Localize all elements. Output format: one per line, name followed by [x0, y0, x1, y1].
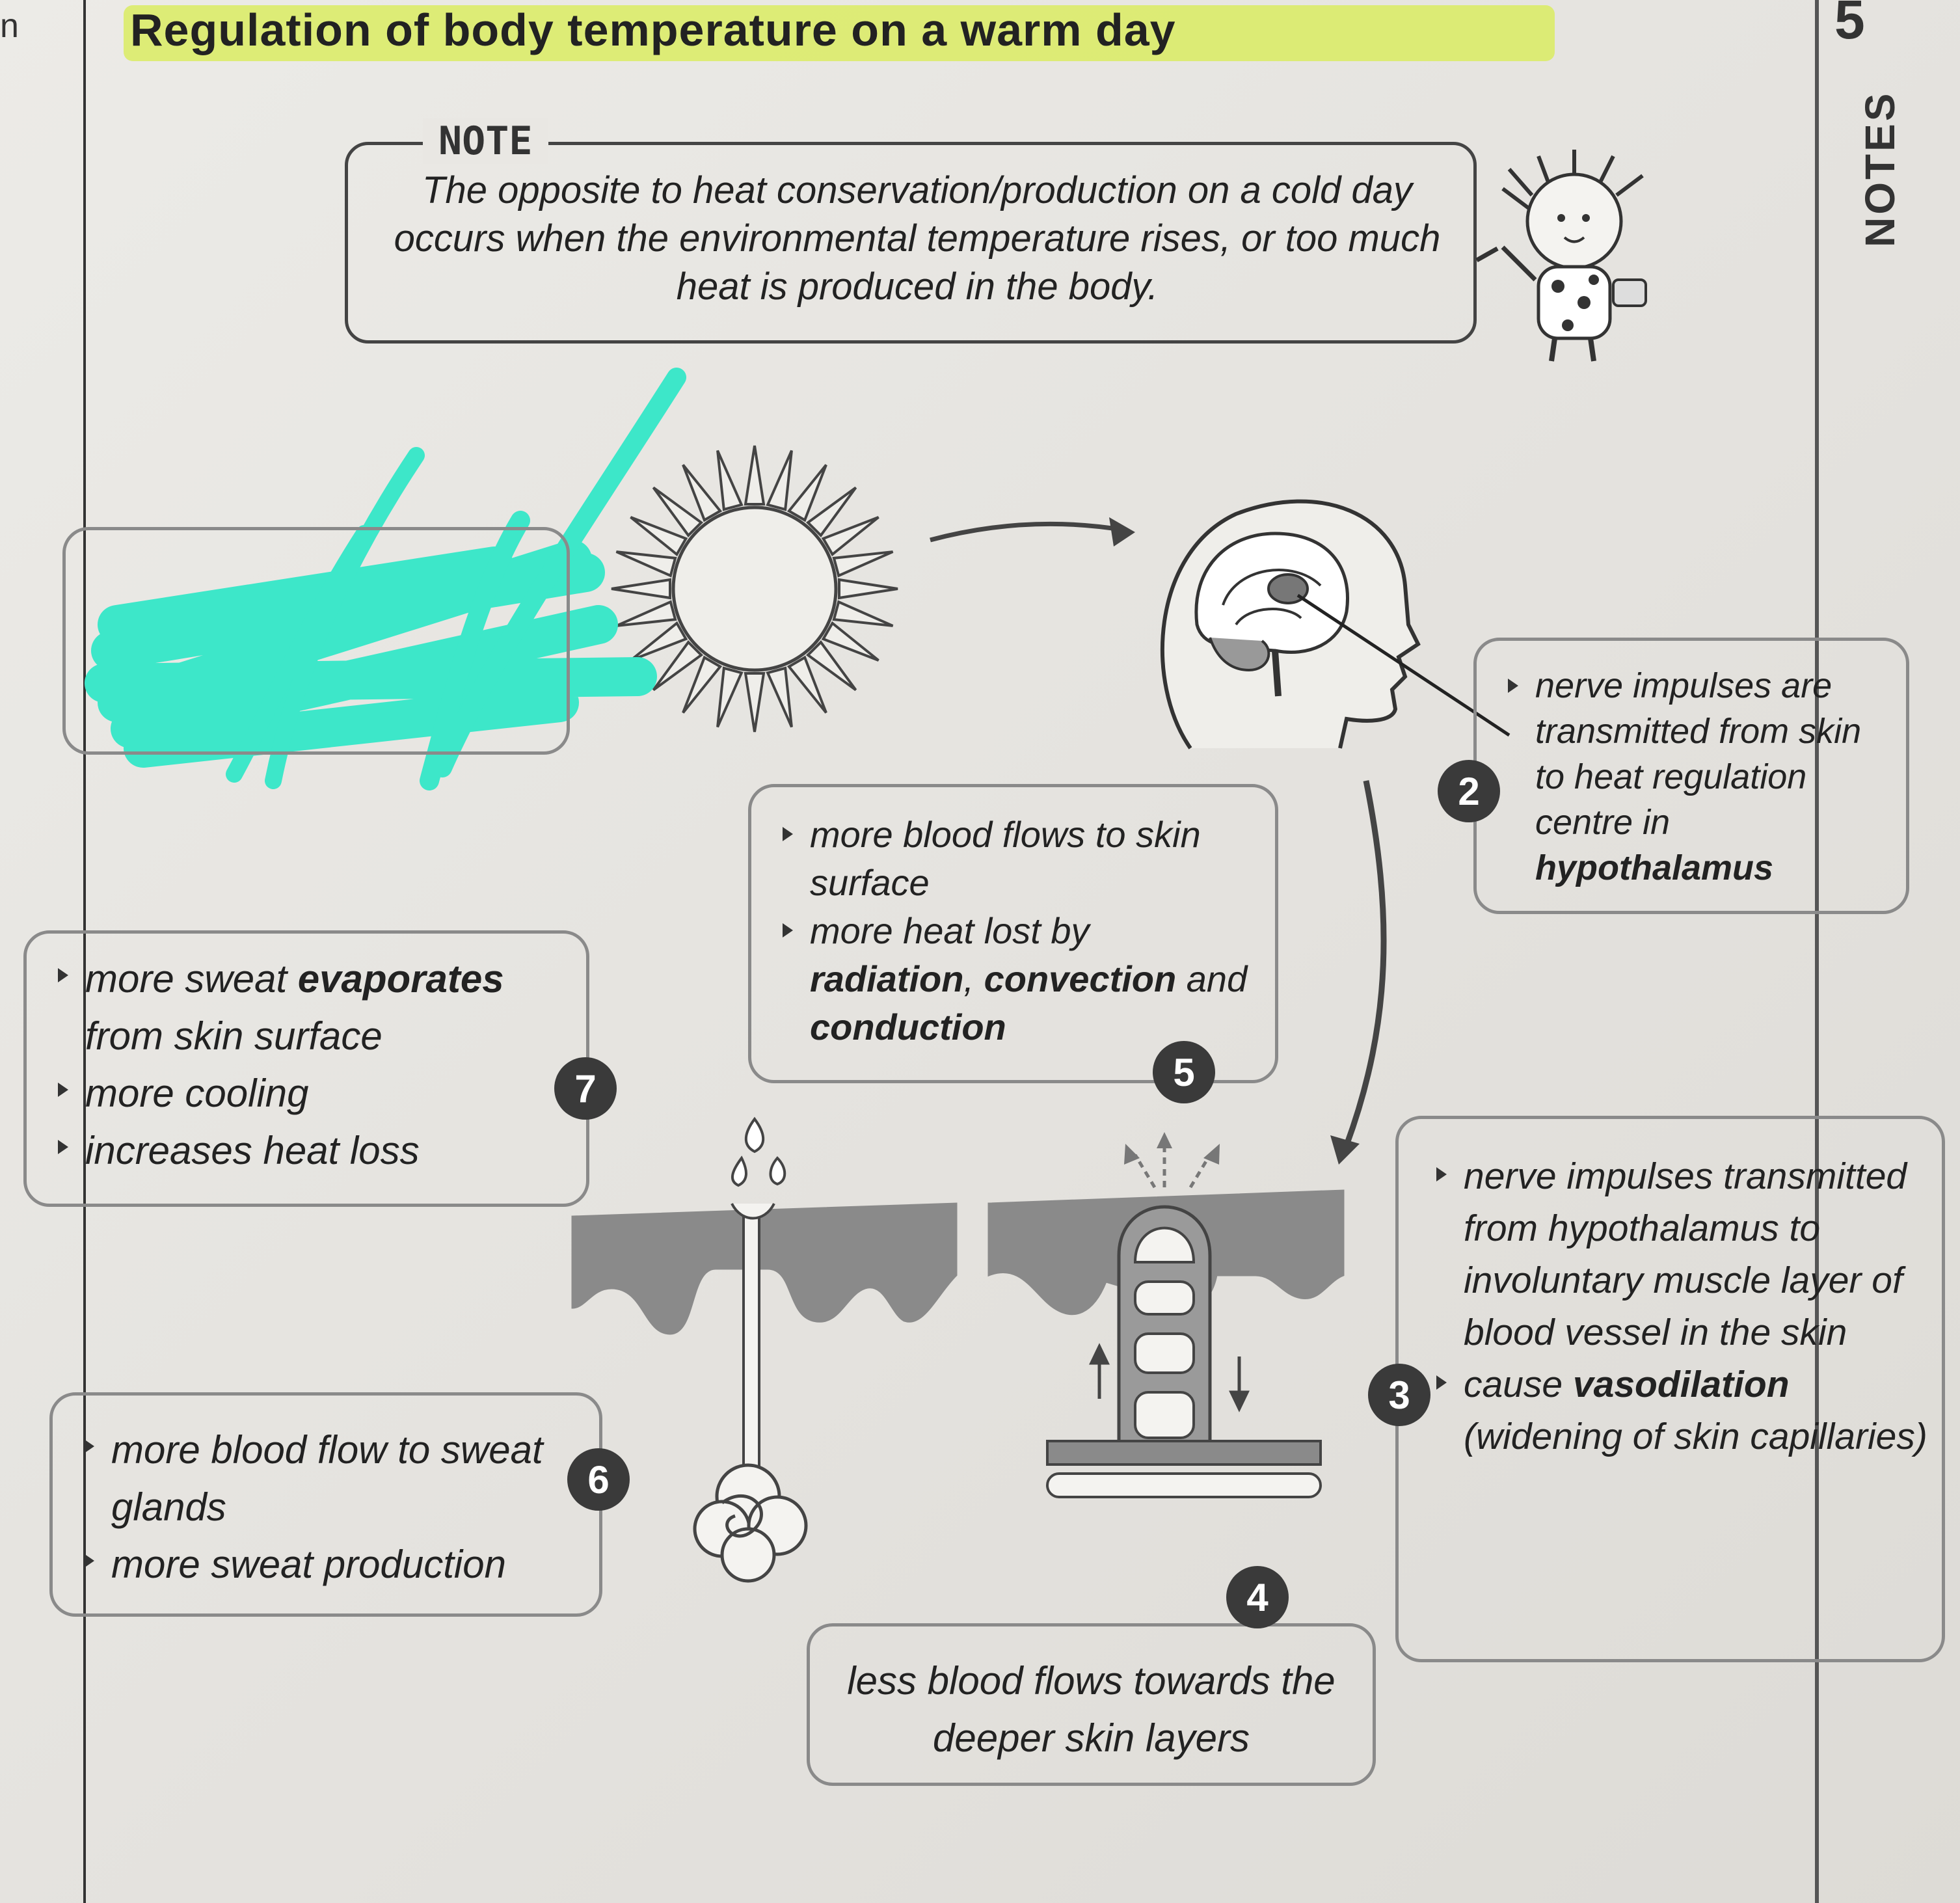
- step-2-item: nerve impulses are transmitted from skin to heat regulation centre in hypothalamus: [1503, 663, 1893, 891]
- step-6-box: [49, 1392, 602, 1617]
- cartoon-girl-icon: [1477, 150, 1646, 361]
- sweat-gland-icon: [572, 1119, 956, 1581]
- step-5-list: [777, 811, 1262, 1051]
- step-6-badge: 6: [567, 1448, 630, 1511]
- step-5-item: more blood flows to skin surface: [777, 811, 1262, 907]
- step-5-badge: 5: [1153, 1041, 1215, 1103]
- step-7-item: increases heat loss: [53, 1122, 573, 1180]
- head-brain-icon: [1162, 502, 1509, 748]
- step-7-item: more cooling: [53, 1065, 573, 1122]
- step-7-item: more sweat evaporates from skin surface: [53, 951, 573, 1065]
- step-7-badge: 7: [554, 1057, 617, 1120]
- note-text: The opposite to heat conservation/production on a cold day occurs when the environmental temperature rises, or too much heat is produced in the body.: [394, 169, 1441, 308]
- step-4-box: [807, 1623, 1376, 1786]
- step-3-list: [1431, 1150, 1929, 1463]
- step-2-list: [1503, 663, 1893, 891]
- step-4-badge: 4: [1226, 1566, 1289, 1628]
- step-3-box: [1395, 1116, 1945, 1662]
- page-fragment: n: [0, 7, 19, 45]
- arrow-brain-to-skin: [1330, 781, 1384, 1165]
- step-5-box: [748, 784, 1278, 1083]
- step-7-box: [23, 930, 589, 1207]
- step-3-badge: 3: [1368, 1364, 1430, 1426]
- step-2-badge: 2: [1438, 760, 1500, 822]
- page-title: Regulation of body temperature on a warm day: [130, 5, 1176, 55]
- step-6-item: more blood flow to sweat glands: [79, 1422, 586, 1536]
- step-2-box: [1473, 638, 1909, 914]
- arrow-sun-to-head: [930, 517, 1135, 547]
- step-6-list: [79, 1422, 586, 1593]
- note-label: NOTE: [423, 118, 548, 164]
- step-6-item: more sweat production: [79, 1536, 586, 1593]
- step-3-item: nerve impulses transmitted from hypothalamus to involuntary muscle layer of blood vessel in the skin: [1431, 1150, 1929, 1358]
- step-5-item: more heat lost by radiation, convection and conduction: [777, 907, 1262, 1051]
- sun-icon: [611, 446, 898, 732]
- blood-vessel-icon: [989, 1132, 1343, 1497]
- chapter-number: 5: [1834, 0, 1865, 50]
- notes-tab: NOTES: [1857, 90, 1903, 248]
- step-7-list: [53, 951, 573, 1180]
- step-3-item: cause vasodilation (widening of skin capillaries): [1431, 1358, 1929, 1463]
- step-4-text: less blood flows towards the deeper skin layers: [847, 1659, 1336, 1760]
- step-1-box: [62, 527, 570, 755]
